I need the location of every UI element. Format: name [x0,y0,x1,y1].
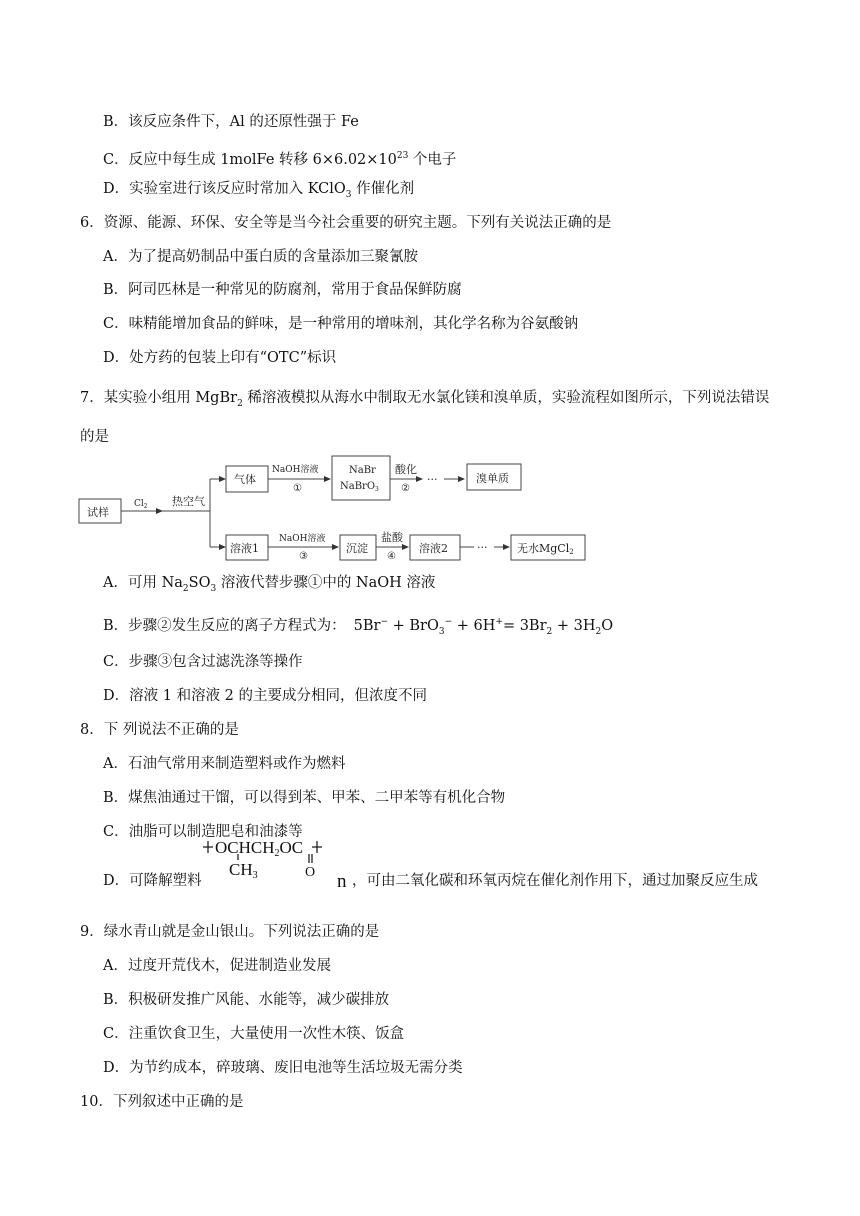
q8-option-c: C．油脂可以制造肥皂和油漆等 [103,824,303,840]
bromine-label: 溴单质 [476,472,509,485]
q8-stem: 8．下 列说法不正确的是 [80,722,239,738]
subscript: 3 [345,189,352,200]
q5-option-b: B．该反应条件下，Al 的还原性强于 Fe [103,114,359,130]
nabro3-text: NaBrO [340,481,376,492]
eq-part: O [601,617,614,634]
q7-option-b-text: B．步骤②发生反应的离子方程式为： [103,617,346,634]
formula-text: OCHCH [215,838,275,857]
q8-option-d-text: ，可由二氧化碳和环氧丙烷在催化剂作用下，通过加聚反应生成 [352,873,758,889]
gas-label: 气体 [234,473,256,486]
formula-tail: OC [279,838,304,857]
subscript: 3 [438,626,445,637]
q9-option-a: A．过度开荒伐木，促进制造业发展 [103,958,331,974]
eq-part: = 3Br [502,617,547,634]
q10-stem: 10．下列叙述中正确的是 [80,1094,244,1110]
formula-main [215,838,303,859]
subscript: 2 [182,583,189,594]
q9-stem: 9．绿水青山就是金山银山。下列说法正确的是 [80,924,380,940]
solution2-label: 溶液2 [419,542,448,555]
q7-stem-line1 [80,389,769,413]
subscript: 3 [252,870,258,879]
q7-stem-text: 7．某实验小组用 MgBr [80,390,238,406]
superscript: − [444,617,453,627]
subscript: 2 [143,503,148,510]
dots-2: ··· [477,541,488,554]
carbonyl-oxygen: O [305,865,316,879]
solution1-label: 溶液1 [230,542,259,555]
q9-option-d: D．为节约成本，碎玻璃、废旧电池等生活垃圾无需分类 [103,1060,463,1076]
q8-option-b: B．煤焦油通过干馏，可以得到苯、甲苯、二甲苯等有机化合物 [103,790,506,806]
q6-option-b: B．阿司匹林是一种常见的防腐剂，常用于食品保鲜防腐 [103,282,462,298]
acidify-label: 酸化 [395,463,417,476]
polymer-formula [201,827,333,879]
q5-option-d-tail: 作催化剂 [351,181,415,197]
subscript: 2 [595,626,602,637]
precipitate-label: 沉淀 [346,542,368,555]
subscript: 3 [210,583,217,594]
q7-option-a-tail: 溶液代替步骤①中的 NaOH 溶液 [216,575,436,591]
nabr-box [332,456,390,500]
cl2-label [134,499,148,510]
superscript: − [380,617,389,627]
q5-option-c-tail: 个电子 [408,151,457,168]
mgcl2-text: 无水MgCl [517,542,570,555]
q6-stem: 6．资源、能源、环保、安全等是当今社会重要的研究主题。下列有关说法正确的是 [80,215,612,231]
q6-option-d: D．处方药的包装上印有“OTC”标识 [103,350,337,366]
eq-part: + 6H [452,617,496,634]
q7-option-b [103,613,613,641]
q5-option-d-text: D．实验室进行该反应时常加入 KClO [103,181,346,197]
subscript: 3 [375,486,379,493]
sample-label: 试样 [87,506,109,519]
eq-part: 5Br [353,617,381,634]
eq-part: + BrO [388,617,439,634]
step2-label: ② [401,483,410,494]
q7-option-a-mid: SO [188,575,211,591]
exponent: 23 [396,151,409,161]
q8-option-a: A．石油气常用来制造塑料或作为燃料 [103,756,346,772]
q8-option-d-label: D．可降解塑料 [103,873,202,889]
q6-option-a: A．为了提高奶制品中蛋白质的含量添加三聚氰胺 [103,249,418,265]
ch3-text: CH [229,860,253,879]
q9-option-b: B．积极研发推广风能、水能等，减少碳排放 [103,992,390,1008]
q7-option-d: D．溶液 1 和溶液 2 的主要成分相同，但浓度不同 [103,688,428,704]
subscript: 2 [274,848,280,859]
subscript: 2 [546,626,553,637]
naoh-label: NaOH溶液 [272,465,319,475]
superscript: + [495,617,503,627]
hcl-label: 盐酸 [381,531,403,544]
naoh-label-2: NaOH溶液 [279,534,326,544]
q7-stem-tail: 稀溶液模拟从海水中制取无水氯化镁和溴单质，实验流程如图所示，下列说法错误 [242,390,770,406]
nabro3-label [340,481,379,493]
q9-option-c: C．注重饮食卫生，大量使用一次性木筷、饭盒 [103,1026,405,1042]
q5-option-c [103,147,456,169]
mgcl2-label [517,541,574,556]
eq-part: + 3H [552,617,596,634]
polymer-n: n [337,871,347,892]
subscript: 2 [569,548,574,556]
q7-option-a [103,574,435,598]
step1-label: ① [293,483,302,494]
methyl-group [229,860,258,879]
q7-flow-diagram [76,455,596,567]
hot-air-label: 热空气 [172,495,205,508]
q6-option-c: C．味精能增加食品的鲜味，是一种常用的增味剂，其化学名称为谷氨酸钠 [103,316,579,332]
subscript: 2 [237,398,243,409]
cl2-text: Cl [134,499,144,509]
q5-option-c-text: C．反应中每生成 1molFe 转移 6×6.02×10 [103,151,397,168]
q7-option-a-text: A．可用 Na [103,575,183,591]
q7-option-c: C．步骤③包含过滤洗涤等操作 [103,654,303,670]
q7-stem-line2: 的是 [80,429,109,445]
dots: ··· [427,473,438,486]
nabr-label: NaBr [349,465,376,476]
ionic-equation [353,617,614,637]
step4-label: ④ [387,551,396,562]
q5-option-d [103,180,414,204]
step3-label: ③ [299,551,308,562]
